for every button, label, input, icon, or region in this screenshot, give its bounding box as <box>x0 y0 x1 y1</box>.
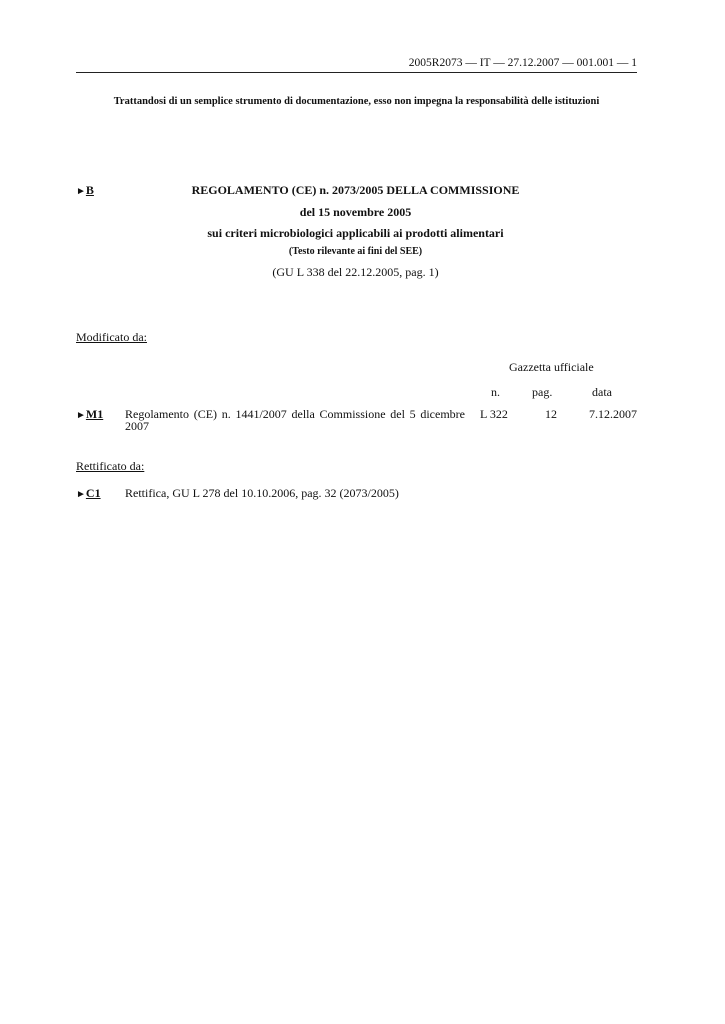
base-marker-code[interactable]: B <box>85 183 94 197</box>
document-reference: 2005R2073 — IT — 27.12.2007 — 001.001 — 1 <box>408 57 637 69</box>
column-date-header: data <box>592 385 612 399</box>
amendment-marker[interactable] <box>76 407 103 422</box>
amendment-page: 12 <box>545 407 557 421</box>
triangle-icon: ► <box>76 410 86 421</box>
eea-relevance-note: (Testo rilevante ai fini del SEE) <box>288 246 423 257</box>
triangle-icon: ► <box>76 186 86 197</box>
triangle-icon: ► <box>76 489 86 500</box>
official-journal-reference: (GU L 338 del 22.12.2005, pag. 1) <box>272 265 439 279</box>
disclaimer-text: Trattandosi di un semplice strumento di documentazione, esso non impegna la responsabilità delle istituzioni <box>113 96 600 107</box>
regulation-subject: sui criteri microbiologici applicabili ai prodotti alimentari <box>207 226 504 240</box>
header-divider <box>76 72 637 73</box>
gazette-header: Gazzetta ufficiale <box>509 360 594 374</box>
correction-marker[interactable] <box>76 486 101 501</box>
regulation-title: REGOLAMENTO (CE) n. 2073/2005 DELLA COMMISSIONE <box>191 183 520 197</box>
amendment-marker-code[interactable]: M1 <box>85 407 104 421</box>
amendment-date: 7.12.2007 <box>589 407 637 421</box>
amendment-description: Regolamento (CE) n. 1441/2007 della Commissione del 5 dicembre 2007 <box>125 407 465 433</box>
corrected-by-label: Rettificato da: <box>76 459 145 473</box>
correction-marker-code[interactable]: C1 <box>85 486 101 500</box>
column-page-header: pag. <box>532 385 553 399</box>
correction-description: Rettifica, GU L 278 del 10.10.2006, pag. 32 (2073/2005) <box>125 486 399 500</box>
base-marker[interactable] <box>76 183 94 198</box>
amendment-number: L 322 <box>480 407 508 421</box>
amended-by-label: Modificato da: <box>76 330 147 344</box>
regulation-date: del 15 novembre 2005 <box>299 205 412 219</box>
column-number-header: n. <box>491 385 500 399</box>
